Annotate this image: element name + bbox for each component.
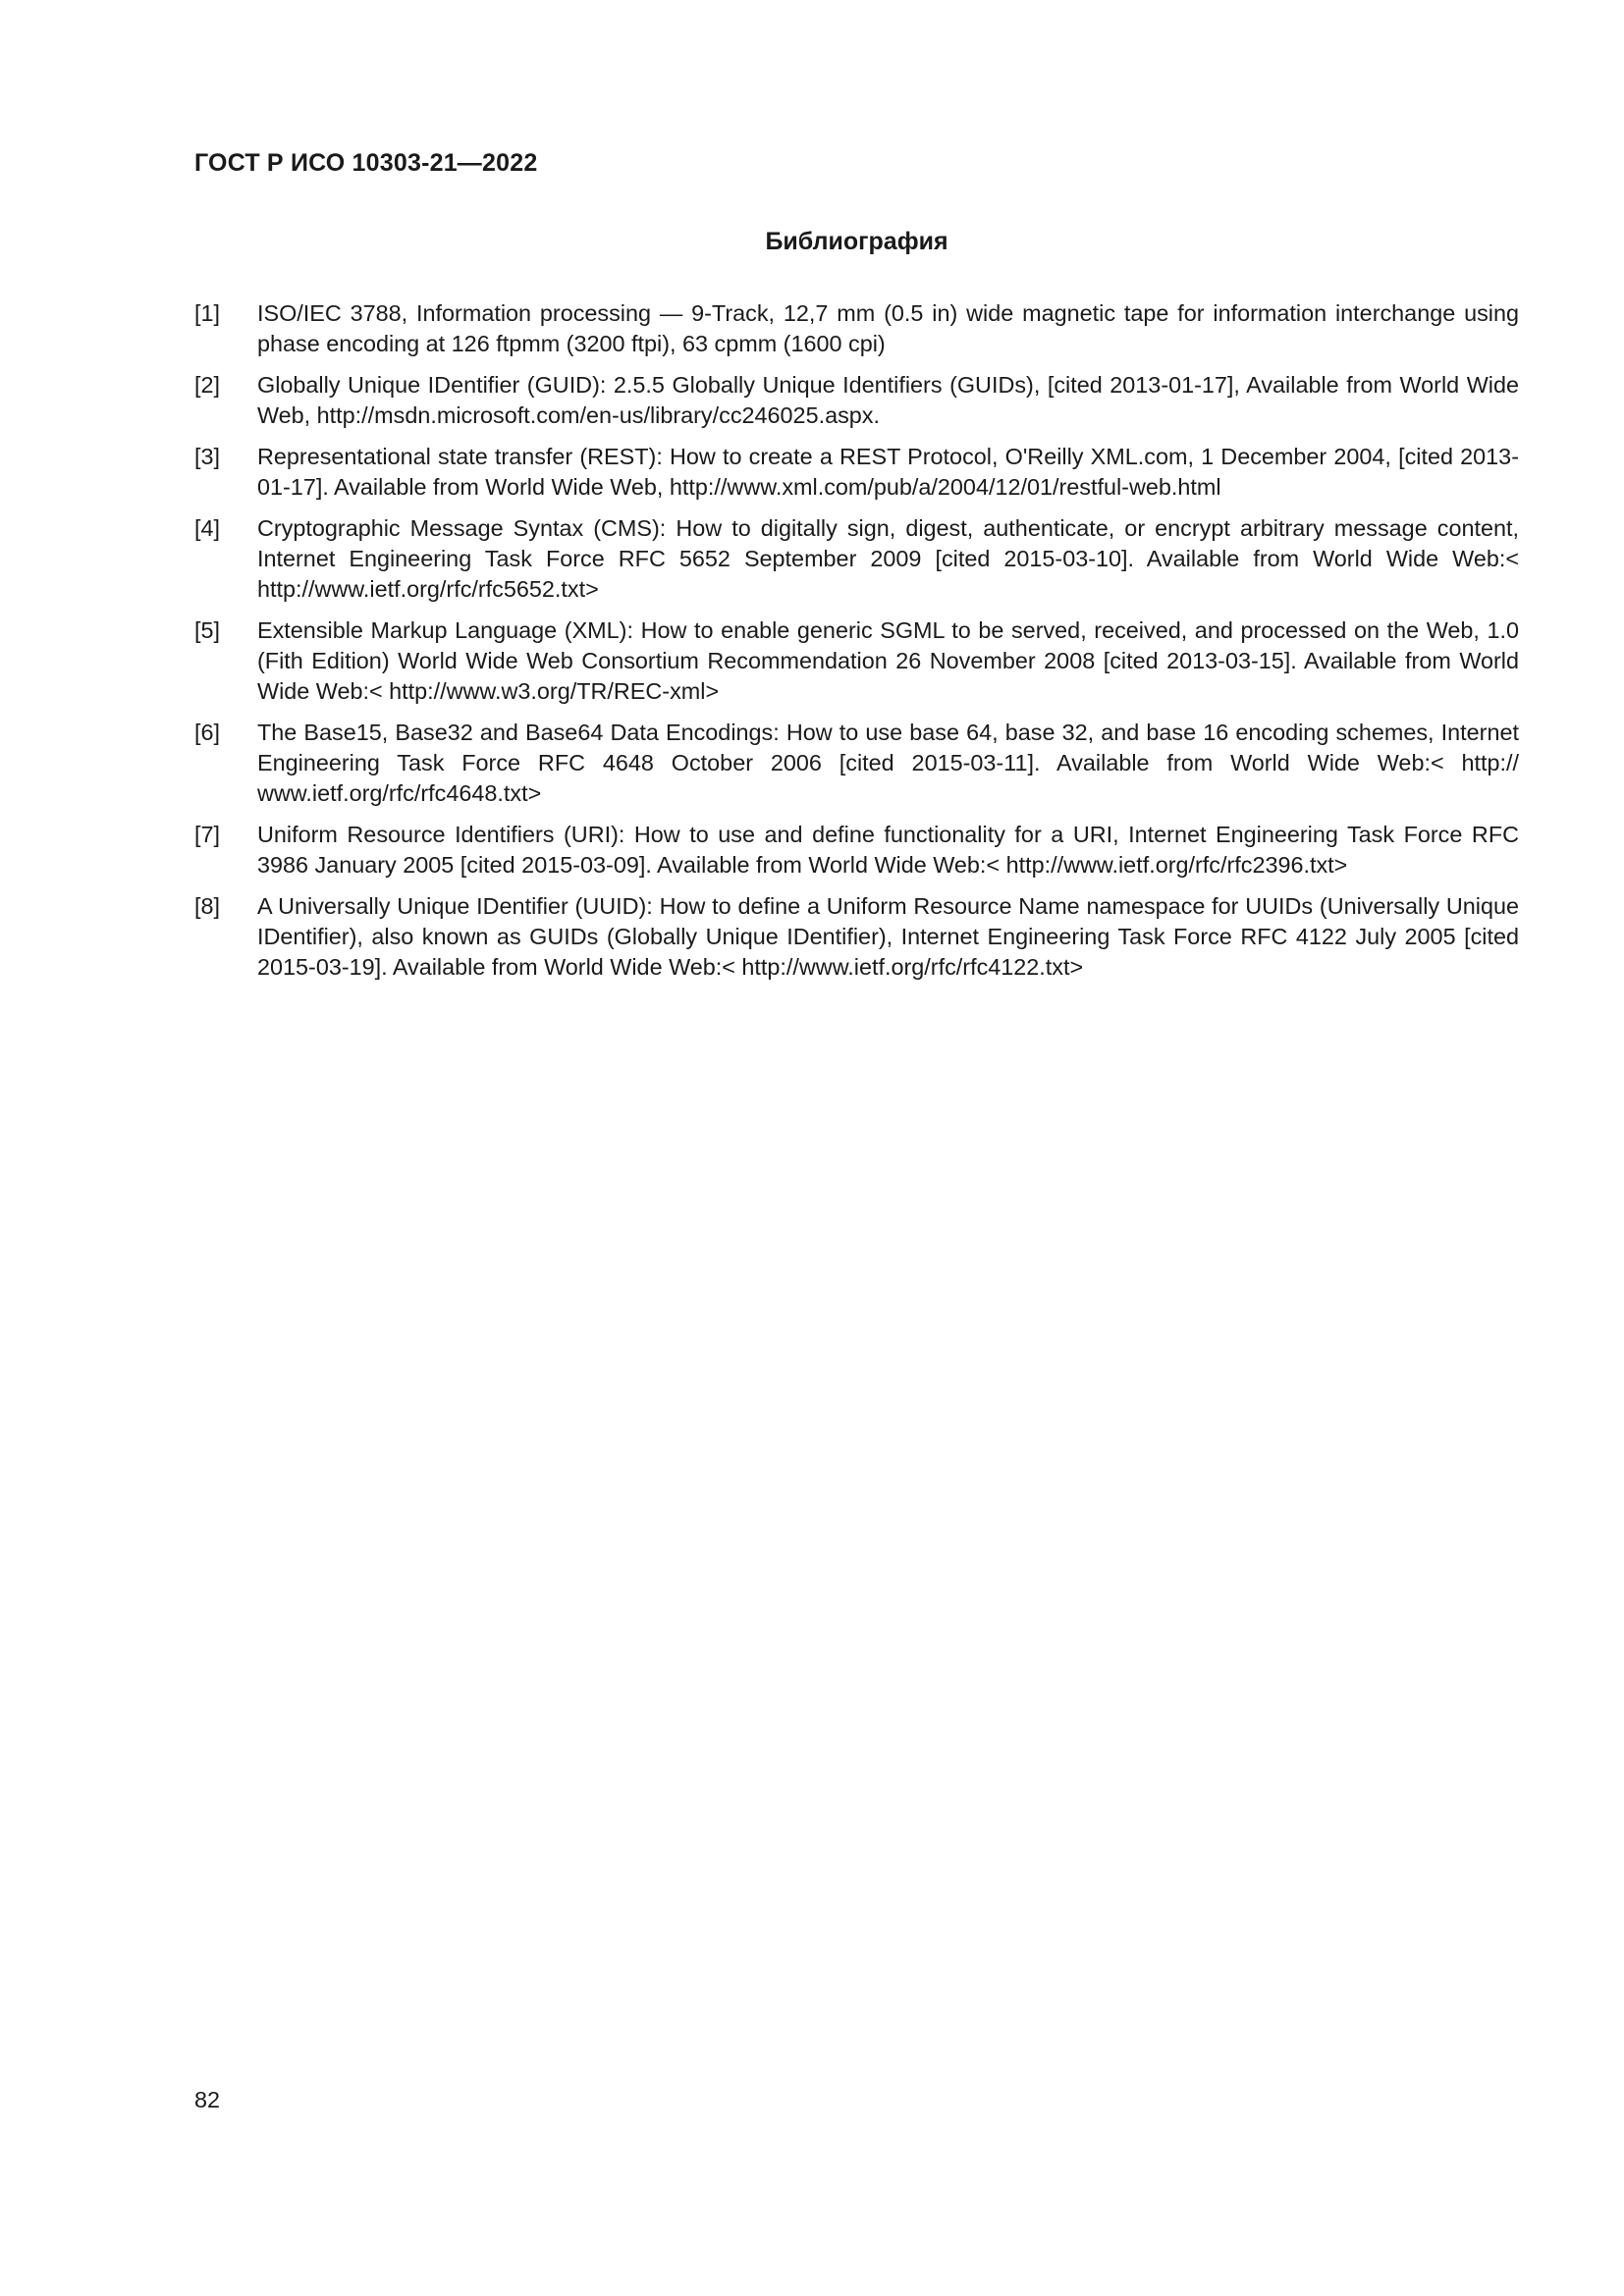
section-title: Библиография [765, 228, 948, 255]
bibliography-entry-number: [3] [194, 444, 221, 469]
bibliography-entry-text: A Universally Unique IDentifier (UUID): How to define a Uniform Resource Name namespace for UUIDs (Universally Unique IDentifier), also known as GUIDs (Globally Unique IDentifier), Internet Engineering Task Force RFC 4122 July 2005 [cited 2015-03-19]. Available from World Wide Web:< http://www.ietf.org/rfc/rfc4122.txt> [257, 893, 1519, 980]
bibliography-entry-3 [194, 442, 1519, 503]
bibliography-entry-text: Globally Unique IDentifier (GUID): 2.5.5 Globally Unique Identifiers (GUIDs), [cited 2013-01-17], Available from World Wide Web, http://msdn.microsoft.com/en-us/library/cc246025.aspx. [257, 372, 1519, 428]
bibliography-entry-number: [6] [194, 720, 221, 745]
bibliography-entry-number: [7] [194, 822, 221, 847]
bibliography-entry-text: The Base15, Base32 and Base64 Data Encodings: How to use base 64, base 32, and base 16 encoding schemes, Internet Engineering Task Force RFC 4648 October 2006 [cited 2015-03-11]. Available from World Wide Web:< http:// www.ietf.org/rfc/rfc4648.txt> [257, 720, 1519, 806]
bibliography-entry-6 [194, 718, 1519, 809]
bibliography-entry-number: [5] [194, 617, 221, 643]
bibliography-entry-8 [194, 891, 1519, 983]
page-number: 82 [194, 2087, 221, 2112]
bibliography-entry-text: Representational state transfer (REST): How to create a REST Protocol, O'Reilly XML.com, 1 December 2004, [cited 2013-01-17]. Available from World Wide Web, http://www.xml.com/pub/a/2004/12/01/restful-web.html [257, 444, 1519, 500]
bibliography-entry-text: ISO/IEC 3788, Information processing — 9-Track, 12,7 mm (0.5 in) wide magnetic tape for information interchange using phase encoding at 126 ftpmm (3200 ftpi), 63 cpmm (1600 cpi) [257, 300, 1519, 356]
bibliography-entry-text: Cryptographic Message Syntax (CMS): How to digitally sign, digest, authenticate, or encrypt arbitrary message content, Internet Engineering Task Force RFC 5652 September 2009 [cited 2015-03-10]. Available from World Wide Web:< http://www.ietf.org/rfc/rfc5652.txt> [257, 515, 1519, 602]
bibliography-entry-5 [194, 615, 1519, 707]
bibliography-list [194, 298, 1519, 993]
document-standard-code: ГОСТ Р ИСО 10303-21—2022 [194, 149, 538, 177]
bibliography-entry-text: Uniform Resource Identifiers (URI): How to use and define functionality for a URI, Internet Engineering Task Force RFC 3986 January 2005 [cited 2015-03-09]. Available from World Wide Web:< http://www.ietf.org/rfc/rfc2396.txt> [257, 822, 1519, 878]
bibliography-entry-number: [8] [194, 893, 221, 919]
bibliography-entry-text: Extensible Markup Language (XML): How to enable generic SGML to be served, received, and processed on the Web, 1.0 (Fith Edition) World Wide Web Consortium Recommendation 26 November 2008 [cited 2013-03-15]. Available from World Wide Web:< http://www.w3.org/TR/REC-xml> [257, 617, 1519, 704]
bibliography-entry-4 [194, 513, 1519, 605]
bibliography-entry-number: [2] [194, 372, 221, 398]
bibliography-entry-number: [1] [194, 300, 221, 326]
bibliography-entry-number: [4] [194, 515, 221, 541]
bibliography-entry-1 [194, 298, 1519, 359]
bibliography-entry-7 [194, 820, 1519, 881]
bibliography-entry-2 [194, 370, 1519, 431]
